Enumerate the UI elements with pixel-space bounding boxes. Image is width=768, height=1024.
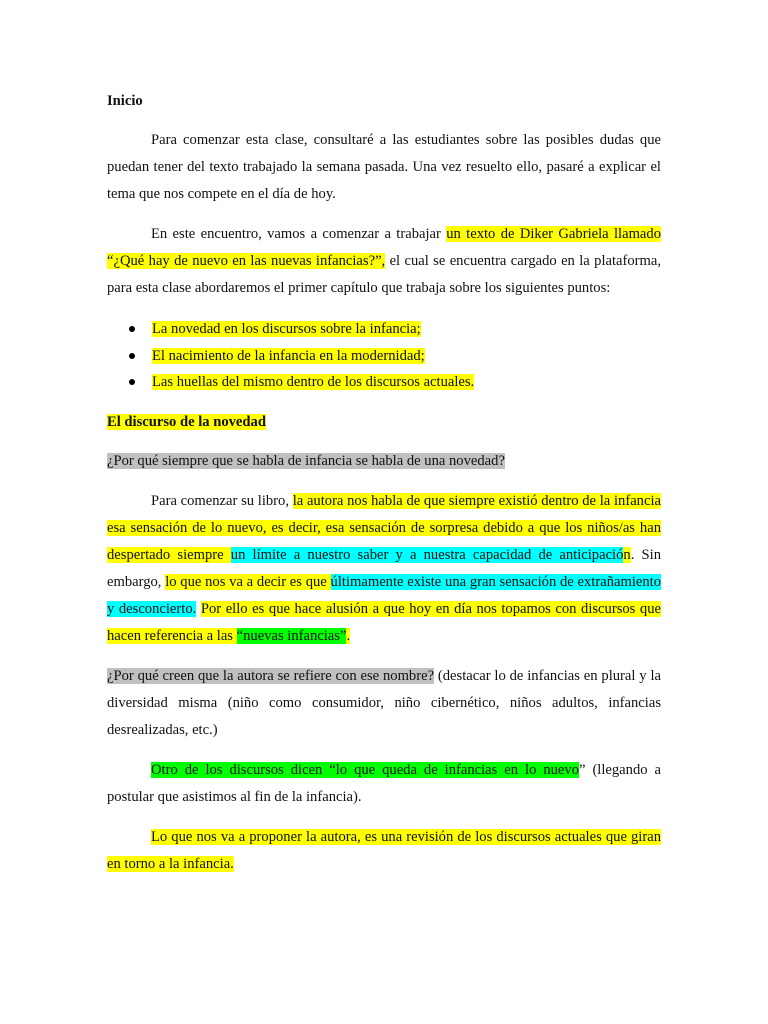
highlight-text-title: un texto de Diker Gabriela llamado “¿Qué hay de nuevo en las nuevas infancias?”,: [107, 226, 661, 269]
paragraph-propuesta: Lo que nos va a proponer la autora, es una revisión de los discursos actuales que giran en torno a la infancia.: [107, 828, 661, 872]
paragraph-autora: Para comenzar su libro, la autora nos habla de que siempre existió dentro de la infancia esa sensación de lo nuevo, es decir, esa sensación de sorpresa debido a que los niños/as han despertado siempre un límite a nuestro saber y a nuestra capacidad de anticipación. Sin embargo, lo que nos va a decir es que últimamente existe una gran sensación de extrañamiento y desconcierto. Por ello es que hace alusión a que hoy en día nos topamos con discursos que hacen referencia a las “nuevas infancias”.: [107, 492, 662, 644]
bullet-list: [107, 316, 661, 396]
bullet-icon: [129, 353, 135, 359]
paragraph-nombre: ¿Por qué creen que la autora se refiere con ese nombre? (destacar lo de infancias en plural y la diversidad misma (niño como consumidor, niño cibernético, niños adultos, infancias desrealizadas, etc.): [107, 667, 661, 738]
list-item: La novedad en los discursos sobre la infancia;: [107, 316, 661, 343]
list-item: Las huellas del mismo dentro de los discursos actuales.: [107, 369, 661, 396]
list-item: El nacimiento de la infancia en la modernidad;: [107, 343, 661, 370]
bullet-icon: [129, 379, 135, 385]
paragraph-encuentro: En este encuentro, vamos a comenzar a trabajar un texto de Diker Gabriela llamado “¿Qué hay de nuevo en las nuevas infancias?”, el cual se encuentra cargado en la plataforma, para esta clase abordaremos el primer capítulo que trabaja sobre los siguientes puntos:: [107, 226, 661, 296]
heading-inicio: Inicio: [107, 93, 143, 109]
bullet-icon: [129, 326, 135, 332]
question-novedad: ¿Por qué siempre que se habla de infancia se habla de una novedad?: [107, 452, 505, 469]
paragraph-intro: Para comenzar esta clase, consultaré a las estudiantes sobre las posibles dudas que puedan tener del texto trabajado la semana pasada. Una vez resuelto ello, pasaré a explicar el tema que nos compete en el día de hoy.: [107, 132, 661, 202]
heading-discurso-novedad: El discurso de la novedad: [107, 413, 266, 430]
paragraph-otro-discurso: Otro de los discursos dicen “lo que queda de infancias en lo nuevo” (llegando a postular que asistimos al fin de la infancia).: [107, 761, 661, 805]
